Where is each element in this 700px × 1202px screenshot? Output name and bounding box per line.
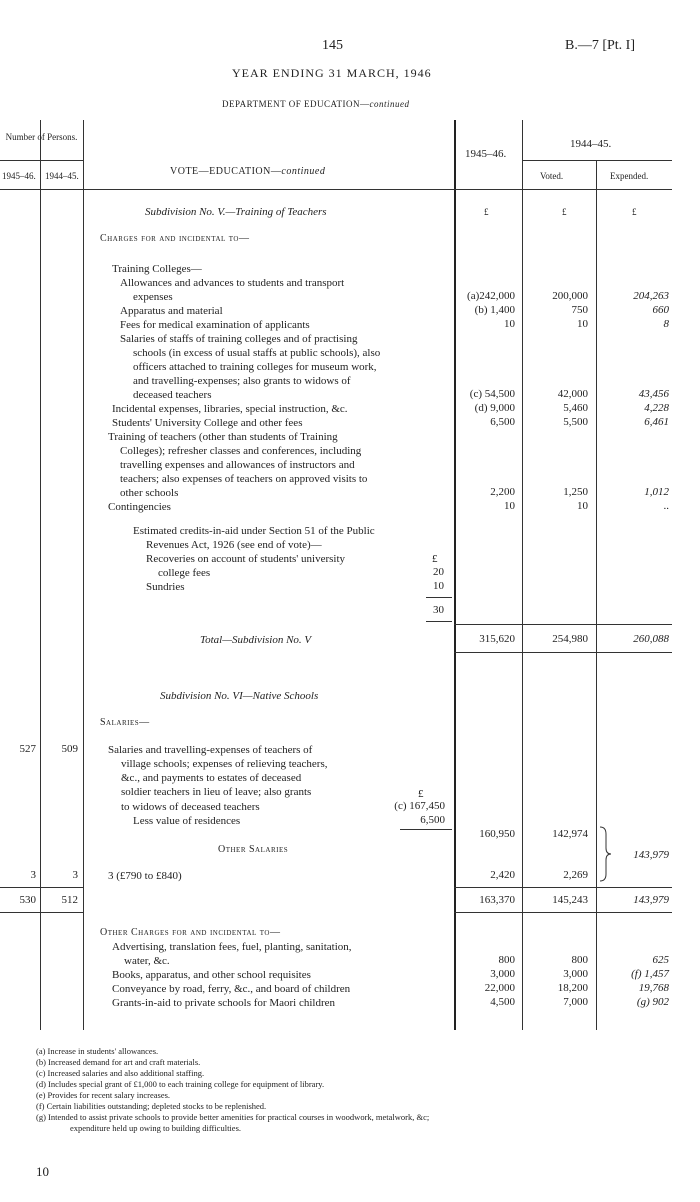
page-title: YEAR ENDING 31 MARCH, 1946 bbox=[232, 66, 432, 80]
credits-text: Estimated credits-in-aid under Section 51 of the Public bbox=[133, 525, 375, 537]
footnote: (e) Provides for recent salary increases. bbox=[36, 1090, 171, 1100]
salaries-total-1945: 163,370 bbox=[479, 894, 515, 906]
amount-expended: 8 bbox=[663, 318, 669, 330]
amount-1945: 22,000 bbox=[484, 982, 515, 994]
credits-rule bbox=[426, 621, 452, 622]
rule-year-header bbox=[522, 160, 672, 161]
amount-voted: 750 bbox=[571, 304, 588, 316]
persons-total-rule bbox=[0, 887, 83, 888]
amount-1945: (a)242,000 bbox=[467, 290, 515, 302]
amount-voted: 200,000 bbox=[552, 290, 588, 302]
amount-expended: 19,768 bbox=[638, 982, 669, 994]
persons-1944: 509 bbox=[61, 743, 78, 755]
line-item-text: Grants-in-aid to private schools for Maori children bbox=[112, 997, 335, 1009]
salaries-currency: £ bbox=[418, 788, 424, 800]
page-number: 145 bbox=[322, 38, 343, 53]
line-item-text: expenses bbox=[133, 291, 173, 303]
department-name: DEPARTMENT OF EDUCATION— bbox=[222, 99, 370, 109]
line-item-text: Advertising, translation fees, fuel, planting, sanitation, bbox=[112, 941, 352, 953]
footnote: (a) Increase in students' allowances. bbox=[36, 1046, 159, 1056]
amount-1945: (d) 9,000 bbox=[474, 402, 515, 414]
line-item-text: officers attached to training colleges for museum work, bbox=[133, 361, 377, 373]
amount-voted: 2,269 bbox=[563, 869, 588, 881]
line-item-text: Incidental expenses, libraries, special instruction, &c. bbox=[112, 403, 348, 415]
recoveries-text: college fees bbox=[158, 567, 211, 579]
salaries-rule bbox=[400, 829, 452, 830]
line-item-text: other schools bbox=[120, 487, 179, 499]
amount-1945: 800 bbox=[498, 954, 515, 966]
voted-header: Voted. bbox=[540, 171, 564, 181]
persons-year-1944: 1944–45. bbox=[45, 171, 79, 181]
department-heading bbox=[222, 99, 409, 109]
vote-title: VOTE—EDUCATION— bbox=[170, 166, 282, 177]
line-item-text: Training of teachers (other than students of Training bbox=[108, 431, 338, 443]
total-rule-top bbox=[454, 624, 672, 625]
salaries-gross-amount: (c) 167,450 bbox=[394, 800, 445, 812]
footnote: (b) Increased demand for art and craft materials. bbox=[36, 1057, 201, 1067]
footnote: (d) Includes special grant of £1,000 to each training college for equipment of library. bbox=[36, 1079, 325, 1089]
line-item-text: Books, apparatus, and other school requisites bbox=[112, 969, 311, 981]
amount-1945: 3,000 bbox=[490, 968, 515, 980]
rule-persons-header bbox=[0, 160, 83, 161]
line-item-text: Conveyance by road, ferry, &c., and board of children bbox=[112, 983, 351, 995]
amount-voted: 10 bbox=[577, 500, 588, 512]
line-item-text: water, &c. bbox=[124, 955, 170, 967]
amount-expended: 204,263 bbox=[633, 290, 669, 302]
total-rule-bottom bbox=[454, 652, 672, 653]
amount-1945: 2,200 bbox=[490, 486, 515, 498]
salaries-text: soldier teachers in lieu of leave; also grants bbox=[121, 786, 312, 798]
vote-continued: continued bbox=[281, 166, 326, 177]
credits-total: 30 bbox=[433, 604, 444, 616]
currency-1945: £ bbox=[484, 207, 489, 217]
salaries-heading: Salaries— bbox=[100, 717, 150, 728]
persons-total-1944: 512 bbox=[61, 894, 78, 906]
rule-header-bottom bbox=[0, 189, 672, 190]
salaries-total-voted: 145,243 bbox=[552, 894, 588, 906]
currency-expended: £ bbox=[632, 207, 637, 217]
sundries-amount: 10 bbox=[433, 580, 444, 592]
amount-voted: 7,000 bbox=[563, 996, 588, 1008]
amount-expended: 6,461 bbox=[644, 416, 669, 428]
amount-1945: 160,950 bbox=[479, 828, 515, 840]
other-charges-heading: Other Charges for and incidental to— bbox=[100, 927, 281, 938]
salaries-text: Salaries and travelling-expenses of teachers of bbox=[108, 744, 313, 756]
amount-expended: (f) 1,457 bbox=[631, 968, 669, 980]
subdivision-vi-heading: Subdivision No. VI—Native Schools bbox=[160, 690, 319, 702]
amount-voted: 5,500 bbox=[563, 416, 588, 428]
amount-voted: 1,250 bbox=[563, 486, 588, 498]
persons-header: Number of Persons. bbox=[5, 132, 78, 142]
sundries-text: Sundries bbox=[146, 581, 185, 593]
persons-year-1945: 1945–46. bbox=[2, 171, 36, 181]
amount-expended: 1,012 bbox=[644, 486, 669, 498]
footnote: (c) Increased salaries and also additional staffing. bbox=[36, 1068, 205, 1078]
line-item-text: schools (in excess of usual staffs at public schools), also bbox=[133, 347, 381, 359]
amount-expended: 660 bbox=[652, 304, 669, 316]
line-item-text: Colleges); refresher classes and conferences, including bbox=[120, 445, 362, 457]
line-item-text: deceased teachers bbox=[133, 389, 212, 401]
line-item-text: Contingencies bbox=[108, 501, 171, 513]
amount-1945: (c) 54,500 bbox=[469, 388, 515, 400]
total-voted: 254,980 bbox=[552, 633, 588, 645]
credits-currency: £ bbox=[432, 553, 438, 565]
amount-1945: 2,420 bbox=[490, 869, 515, 881]
amount-voted: 18,200 bbox=[557, 982, 588, 994]
salaries-text: &c., and payments to estates of deceased bbox=[121, 772, 302, 784]
footnote: expenditure held up owing to building difficulties. bbox=[70, 1123, 241, 1133]
line-item-text: and travelling-expenses; also grants to widows of bbox=[133, 375, 351, 387]
rule-persons-right bbox=[83, 120, 84, 1030]
other-salaries-heading: Other Salaries bbox=[218, 844, 289, 855]
amount-voted: 10 bbox=[577, 318, 588, 330]
document-reference: B.—7 [Pt. I] bbox=[565, 38, 635, 53]
persons-1945: 3 bbox=[30, 869, 36, 881]
salaries-total-rule bbox=[454, 912, 672, 913]
line-item-text: teachers; also expenses of teachers on approved visits to bbox=[120, 473, 368, 485]
amount-expended: 43,456 bbox=[638, 388, 669, 400]
amount-1945: 10 bbox=[504, 318, 515, 330]
amount-1945: (b) 1,400 bbox=[474, 304, 515, 316]
salaries-total-expended: 143,979 bbox=[633, 894, 669, 906]
amount-voted: 142,974 bbox=[552, 828, 588, 840]
year-1945-header: 1945–46. bbox=[465, 148, 507, 160]
line-item-text: Apparatus and material bbox=[120, 305, 223, 317]
department-continued: continued bbox=[369, 99, 410, 109]
amount-voted: 5,460 bbox=[563, 402, 588, 414]
currency-voted: £ bbox=[562, 207, 567, 217]
footer-number: 10 bbox=[36, 1164, 49, 1179]
total-expended: 260,088 bbox=[633, 633, 669, 645]
footnote: (f) Certain liabilities outstanding; depleted stocks to be replenished. bbox=[36, 1101, 267, 1111]
persons-total-rule bbox=[0, 912, 83, 913]
salaries-total-rule bbox=[454, 887, 672, 888]
amount-1945: 10 bbox=[504, 500, 515, 512]
amount-voted: 42,000 bbox=[557, 388, 588, 400]
total-subdivision-v-label: Total—Subdivision No. V bbox=[200, 634, 312, 646]
amount-1945: 4,500 bbox=[490, 996, 515, 1008]
charges-heading: Charges for and incidental to— bbox=[100, 233, 250, 244]
salaries-text: village schools; expenses of relieving teachers, bbox=[121, 758, 328, 770]
amount-voted: 3,000 bbox=[563, 968, 588, 980]
footnote: (g) Intended to assist private schools to provide better amenities for practical courses in woodwork, metalwork, &c; bbox=[36, 1112, 430, 1122]
line-item-text: Students' University College and other fees bbox=[112, 417, 303, 429]
training-colleges-heading: Training Colleges— bbox=[112, 263, 202, 275]
persons-1944: 3 bbox=[72, 869, 78, 881]
amount-1945: 6,500 bbox=[490, 416, 515, 428]
amount-expended: .. bbox=[663, 500, 669, 512]
amount-expended: (g) 902 bbox=[636, 996, 669, 1008]
recoveries-amount: 20 bbox=[433, 566, 444, 578]
persons-total-1945: 530 bbox=[19, 894, 36, 906]
amount-expended: 143,979 bbox=[633, 849, 669, 861]
salaries-text: to widows of deceased teachers bbox=[121, 801, 260, 813]
credits-text: Revenues Act, 1926 (see end of vote)— bbox=[146, 539, 322, 551]
line-item-text: Salaries of staffs of training colleges and of practising bbox=[120, 333, 358, 345]
residences-text: Less value of residences bbox=[133, 815, 241, 827]
amount-voted: 800 bbox=[571, 954, 588, 966]
line-item-text: Allowances and advances to students and transport bbox=[120, 277, 345, 289]
line-item-text: travelling expenses and allowances of instructors and bbox=[120, 459, 355, 471]
persons-1945: 527 bbox=[19, 743, 36, 755]
amount-expended: 4,228 bbox=[644, 402, 669, 414]
credits-rule bbox=[426, 597, 452, 598]
residences-amount: 6,500 bbox=[420, 814, 445, 826]
expended-header: Expended. bbox=[610, 171, 649, 181]
other-salaries-text: 3 (£790 to £840) bbox=[108, 870, 182, 882]
subdivision-v-heading: Subdivision No. V.—Training of Teachers bbox=[145, 206, 327, 218]
rule-persons-split bbox=[40, 120, 41, 1030]
line-item-text: Fees for medical examination of applicants bbox=[120, 319, 310, 331]
total-1945: 315,620 bbox=[479, 633, 515, 645]
recoveries-text: Recoveries on account of students' university bbox=[146, 553, 346, 565]
vote-header bbox=[170, 166, 325, 177]
amount-expended: 625 bbox=[652, 954, 669, 966]
year-1944-header: 1944–45. bbox=[570, 138, 612, 150]
